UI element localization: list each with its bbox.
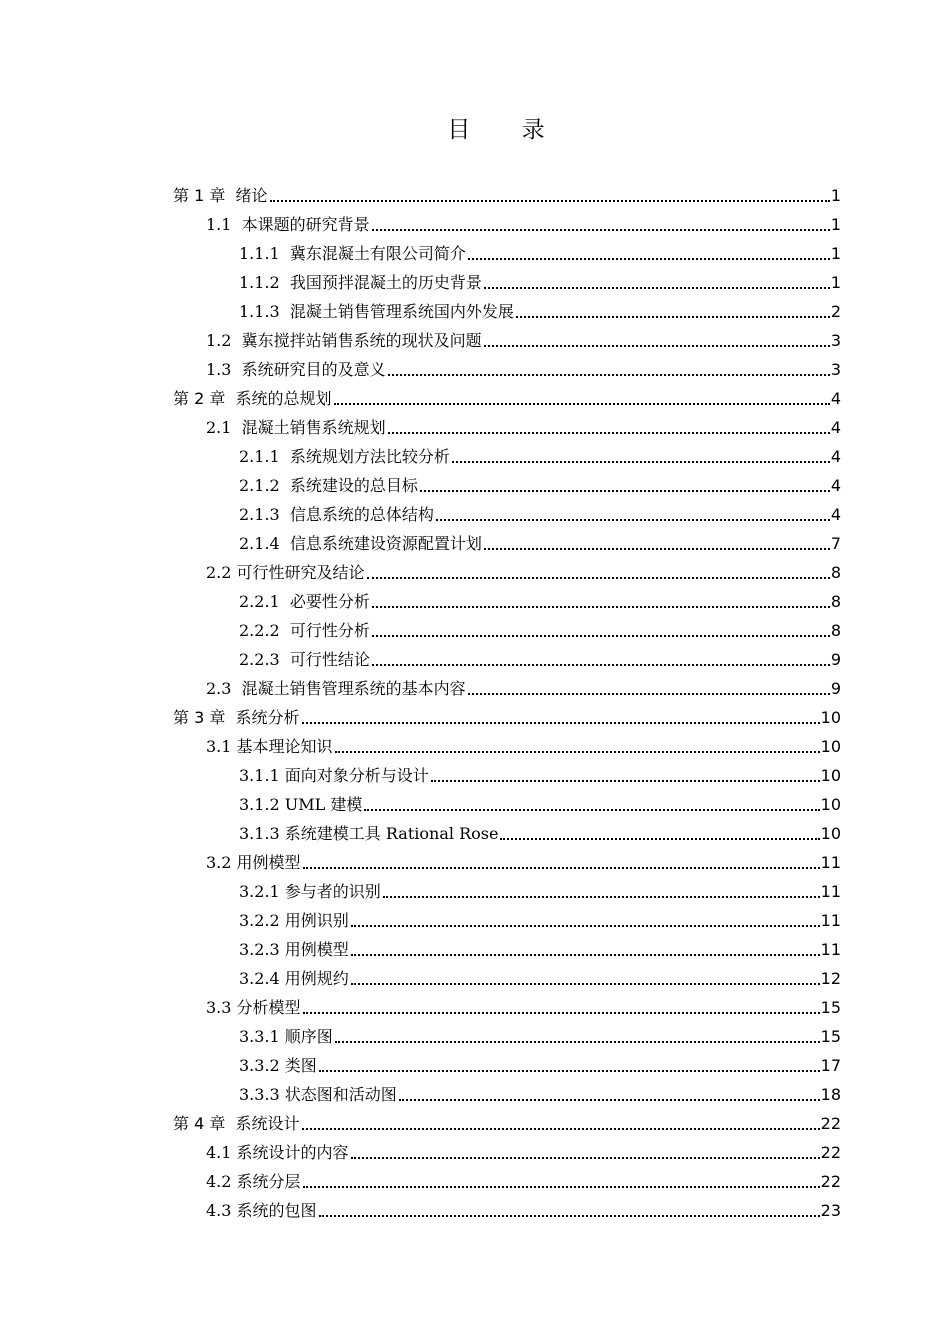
toc-entry-title: 2.1.3 信息系统的总体结构 (239, 505, 434, 524)
dot-leader (372, 664, 830, 666)
toc-entry-title: 3.2.3 用例模型 (239, 940, 349, 959)
toc-entry-page-number: 3 (830, 360, 841, 379)
toc-entry-title: 1.1.2 我国预拌混凝土的历史背景 (239, 273, 482, 292)
toc-entry[interactable] (239, 526, 841, 555)
toc-entry-title: 3.1.3 系统建模工具 Rational Rose (239, 824, 499, 843)
page-title: 目 录 (447, 117, 567, 143)
toc-entry[interactable] (239, 1077, 841, 1106)
dot-leader (484, 345, 830, 347)
dot-leader (302, 722, 820, 724)
toc-entry-title: 1.1.1 冀东混凝土有限公司简介 (239, 244, 466, 263)
dot-leader (484, 548, 830, 550)
toc-entry-page-number: 10 (820, 766, 841, 785)
toc-entry-page-number: 7 (830, 534, 841, 553)
dot-leader (500, 838, 819, 840)
toc-entry[interactable] (206, 729, 841, 758)
toc-entry-page-number: 17 (820, 1056, 841, 1075)
toc-entry-page-number: 1 (830, 186, 841, 205)
toc-entry-title: 2.1.2 系统建设的总目标 (239, 476, 418, 495)
toc-entry-page-number: 11 (820, 940, 841, 959)
dot-leader (302, 1128, 820, 1130)
toc-entry[interactable] (206, 323, 841, 352)
toc-entry-title: 3.3.2 类图 (239, 1056, 317, 1075)
toc-entry[interactable] (239, 294, 841, 323)
dot-leader (335, 1041, 820, 1043)
toc-entry[interactable] (173, 700, 841, 729)
dot-leader (303, 1186, 820, 1188)
toc-entry[interactable] (173, 178, 841, 207)
toc-entry-page-number: 3 (830, 331, 841, 350)
dot-leader (468, 693, 830, 695)
dot-leader (372, 606, 830, 608)
toc-entry-page-number: 9 (830, 679, 841, 698)
dot-leader (351, 1157, 820, 1159)
toc-entry-title: 4.3 系统的包图 (206, 1201, 317, 1220)
toc-entry-page-number: 4 (830, 447, 841, 466)
dot-leader (436, 519, 830, 521)
toc-entry-title: 3.3 分析模型 (206, 998, 301, 1017)
toc-entry-title: 3.2.4 用例规约 (239, 969, 349, 988)
toc-entry-page-number: 15 (820, 1027, 841, 1046)
toc-entry-page-number: 9 (830, 650, 841, 669)
dot-leader (468, 258, 830, 260)
dot-leader (399, 1099, 820, 1101)
toc-entry-page-number: 4 (830, 389, 841, 408)
toc-entry-title: 2.1.4 信息系统建设资源配置计划 (239, 534, 482, 553)
dot-leader (516, 316, 830, 318)
toc-entry[interactable] (239, 497, 841, 526)
toc-entry-title: 1.1 本课题的研究背景 (206, 215, 370, 234)
toc-entry-page-number: 1 (830, 244, 841, 263)
dot-leader (431, 780, 820, 782)
toc-entry[interactable] (206, 410, 841, 439)
toc-entry-title: 1.1.3 混凝土销售管理系统国内外发展 (239, 302, 514, 321)
toc-entry-page-number: 4 (830, 476, 841, 495)
toc-entry-page-number: 12 (820, 969, 841, 988)
dot-leader (452, 461, 830, 463)
toc-entry-title: 2.3 混凝土销售管理系统的基本内容 (206, 679, 466, 698)
toc-entry-title: 3.1.1 面向对象分析与设计 (239, 766, 429, 785)
dot-leader (319, 1070, 820, 1072)
toc-entry-page-number: 8 (830, 592, 841, 611)
toc-entry[interactable] (239, 642, 841, 671)
toc-entry[interactable] (239, 1048, 841, 1077)
toc-entry-page-number: 4 (830, 418, 841, 437)
toc-entry[interactable] (239, 932, 841, 961)
dot-leader (367, 577, 830, 579)
toc-entry-title: 2.2.3 可行性结论 (239, 650, 370, 669)
dot-leader (303, 1012, 820, 1014)
toc-entry-page-number: 11 (820, 882, 841, 901)
toc-entry[interactable] (206, 1193, 841, 1222)
toc-entry-page-number: 11 (820, 853, 841, 872)
toc-entry-title: 第 3 章 系统分析 (173, 708, 300, 727)
toc-entry-title: 2.2.2 可行性分析 (239, 621, 370, 640)
toc-entry-title: 3.2.1 参与者的识别 (239, 882, 381, 901)
toc-entry[interactable] (239, 758, 841, 787)
toc-entry[interactable] (239, 787, 841, 816)
toc-entry-title: 3.1 基本理论知识 (206, 737, 333, 756)
toc-entry-page-number: 10 (820, 708, 841, 727)
dot-leader (364, 809, 819, 811)
toc-entry-title: 2.2.1 必要性分析 (239, 592, 370, 611)
toc-entry-page-number: 1 (830, 273, 841, 292)
dot-leader (351, 954, 820, 956)
toc-entry[interactable] (239, 961, 841, 990)
toc-entry-title: 4.1 系统设计的内容 (206, 1143, 349, 1162)
toc-entry-title: 2.1 混凝土销售系统规划 (206, 418, 386, 437)
dot-leader (420, 490, 830, 492)
toc-entry[interactable] (239, 236, 841, 265)
toc-entry-title: 3.3.1 顺序图 (239, 1027, 333, 1046)
toc-entry-title: 第 2 章 系统的总规划 (173, 389, 332, 408)
toc-entry-page-number: 10 (820, 737, 841, 756)
toc-entry-page-number: 18 (820, 1085, 841, 1104)
toc-entry-page-number: 8 (830, 563, 841, 582)
toc-entry-title: 第 4 章 系统设计 (173, 1114, 300, 1133)
dot-leader (383, 896, 820, 898)
toc-entry-page-number: 4 (830, 505, 841, 524)
dot-leader (319, 1215, 820, 1217)
toc-entry-title: 第 1 章 绪论 (173, 186, 268, 205)
toc-entry-page-number: 11 (820, 911, 841, 930)
toc-entry[interactable] (239, 439, 841, 468)
toc-entry-page-number: 10 (820, 795, 841, 814)
toc-entry[interactable] (206, 352, 841, 381)
toc-entry-page-number: 10 (820, 824, 841, 843)
toc-entry-title: 4.2 系统分层 (206, 1172, 301, 1191)
toc-entry[interactable] (206, 990, 841, 1019)
dot-leader (388, 374, 830, 376)
dot-leader (372, 229, 830, 231)
toc-entry-title: 1.2 冀东搅拌站销售系统的现状及问题 (206, 331, 482, 350)
toc-entry[interactable] (239, 816, 841, 845)
toc-entry[interactable] (206, 1135, 841, 1164)
toc-entry[interactable] (206, 845, 841, 874)
toc-entry-title: 3.3.3 状态图和活动图 (239, 1085, 397, 1104)
toc-entry-title: 3.1.2 UML 建模 (239, 795, 363, 814)
toc-entry[interactable] (239, 903, 841, 932)
toc-entry[interactable] (239, 584, 841, 613)
toc-entry-title: 2.2 可行性研究及结论 (206, 563, 365, 582)
dot-leader (351, 925, 820, 927)
toc-entry-page-number: 1 (830, 215, 841, 234)
toc-entry[interactable] (239, 265, 841, 294)
toc-entry[interactable] (173, 1106, 841, 1135)
toc-entry[interactable] (206, 207, 841, 236)
toc-entry[interactable] (173, 381, 841, 410)
dot-leader (372, 635, 830, 637)
toc-entry[interactable] (239, 613, 841, 642)
toc-entry[interactable] (206, 671, 841, 700)
toc-entry[interactable] (206, 1164, 841, 1193)
dot-leader (335, 751, 820, 753)
toc-entry[interactable] (206, 555, 841, 584)
dot-leader (484, 287, 830, 289)
toc-entry-page-number: 22 (820, 1114, 841, 1133)
toc-entry-page-number: 22 (820, 1143, 841, 1162)
dot-leader (334, 403, 830, 405)
toc-entry-title: 2.1.1 系统规划方法比较分析 (239, 447, 450, 466)
toc-entry-page-number: 8 (830, 621, 841, 640)
toc-entry-page-number: 23 (820, 1201, 841, 1220)
toc-entry-title: 3.2.2 用例识别 (239, 911, 349, 930)
toc-entry-title: 1.3 系统研究目的及意义 (206, 360, 386, 379)
toc-entry[interactable] (239, 1019, 841, 1048)
toc-entry[interactable] (239, 468, 841, 497)
dot-leader (388, 432, 830, 434)
toc-entry-page-number: 22 (820, 1172, 841, 1191)
toc-entry[interactable] (239, 874, 841, 903)
toc-entry-page-number: 15 (820, 998, 841, 1017)
dot-leader (303, 867, 820, 869)
toc-entry-title: 3.2 用例模型 (206, 853, 301, 872)
dot-leader (351, 983, 820, 985)
toc-entry-page-number: 2 (830, 302, 841, 321)
dot-leader (270, 200, 830, 202)
